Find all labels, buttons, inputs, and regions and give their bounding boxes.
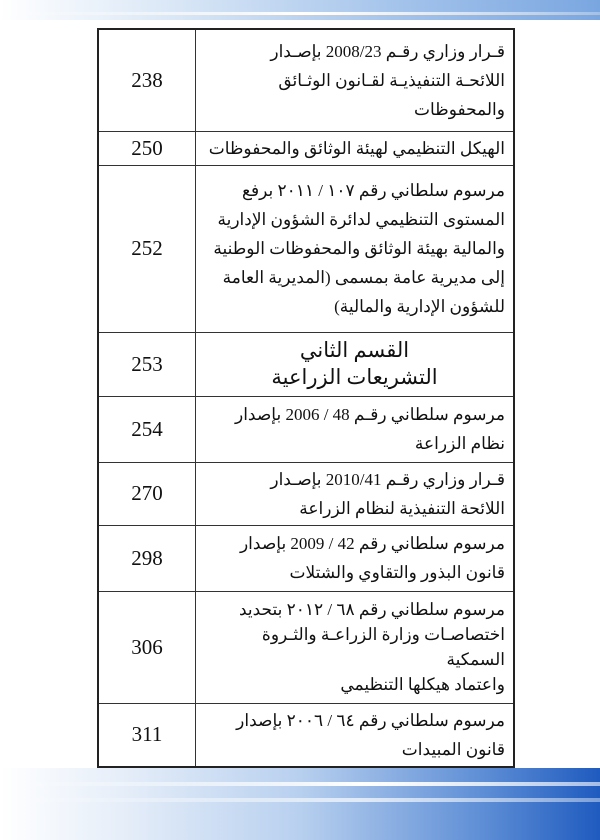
table-row: [98, 29, 514, 131]
page-number: 254: [98, 396, 196, 462]
table-row: [98, 525, 514, 591]
table-row: [98, 165, 514, 332]
page-number: 253: [98, 332, 196, 396]
table-row: [98, 591, 514, 703]
page-number: 252: [98, 165, 196, 332]
top-decorative-band: [0, 0, 600, 20]
bottom-band-stripe: [0, 798, 600, 802]
entry-title: مرسوم سلطاني رقم ٦٨ / ٢٠١٢ بتحديد اختصاصـات وزارة الزراعـة والثـروة السمكية واعتماد هيكلها التنظيمي: [196, 591, 515, 703]
table-row: [98, 396, 514, 462]
section-title: القسم الثاني التشريعات الزراعية: [196, 332, 515, 396]
entry-title: مرسوم سلطاني رقم ١٠٧ / ٢٠١١ برفع المستوى التنظيمي لدائرة الشؤون الإدارية والمالية بهيئة الوثائق والمحفوظات الوطنية إلى مديرية عامة بمسمى (المديرية العامة للشؤون الإدارية والمالية): [196, 165, 515, 332]
table-row: [98, 703, 514, 767]
entry-title: مرسوم سلطاني رقم ٦٤ / ٢٠٠٦ بإصدار قانون المبيدات: [196, 703, 515, 767]
table-of-contents: [97, 28, 515, 768]
top-band-stripe: [0, 12, 600, 15]
bottom-decorative-band: [0, 768, 600, 840]
page-number: 250: [98, 131, 196, 165]
entry-title: الهيكل التنظيمي لهيئة الوثائق والمحفوظات: [196, 131, 515, 165]
page-number: 298: [98, 525, 196, 591]
page-number: 270: [98, 462, 196, 525]
table-row: [98, 131, 514, 165]
page-number: 238: [98, 29, 196, 131]
entry-title: قـرار وزاري رقـم 2010/41 بإصـدار اللائحة التنفيذية لنظام الزراعة: [196, 462, 515, 525]
bottom-band-stripe: [0, 782, 600, 786]
page-number: 306: [98, 591, 196, 703]
entry-title: قـرار وزاري رقـم 2008/23 بإصـدار اللائحـة التنفيذيـة لقـانون الوثـائق والمحفوظات: [196, 29, 515, 131]
entry-title: مرسوم سلطاني رقم 42 / 2009 بإصدار قانون البذور والتقاوي والشتلات: [196, 525, 515, 591]
table-row: [98, 462, 514, 525]
entry-title: مرسوم سلطاني رقـم 48 / 2006 بإصدار نظام الزراعة: [196, 396, 515, 462]
section-heading-row: [98, 332, 514, 396]
page-number: 311: [98, 703, 196, 767]
